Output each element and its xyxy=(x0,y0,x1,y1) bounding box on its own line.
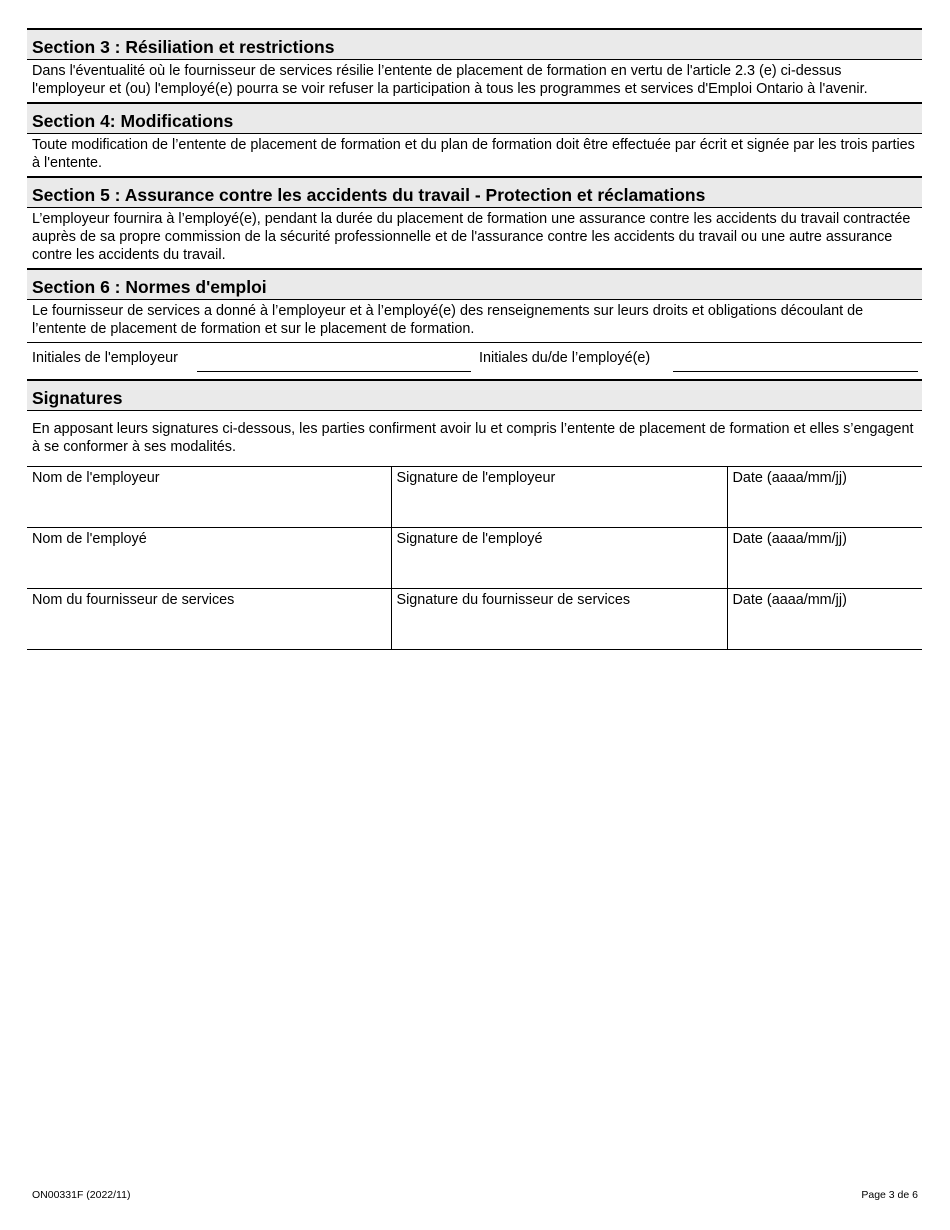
employee-signature-label: Signature de l'employé xyxy=(396,531,543,548)
employee-name-label: Nom de l'employé xyxy=(32,531,147,548)
employer-signature-field[interactable] xyxy=(391,467,727,528)
employee-initials-field[interactable] xyxy=(673,371,918,372)
employer-signature-label: Signature de l'employeur xyxy=(396,470,556,487)
employer-date-field[interactable] xyxy=(727,467,922,528)
section-4-body: Toute modification de l’entente de placement de formation et du plan de formation doit être effectuée par écrit et signée par les trois parties à l'entente. xyxy=(32,136,915,172)
provider-date-label: Date (aaaa/mm/jj) xyxy=(732,592,847,609)
employee-name-field[interactable] xyxy=(27,528,391,589)
section-6-heading: Section 6 : Normes d'emploi xyxy=(27,268,922,300)
page-number: Page 3 de 6 xyxy=(861,1189,918,1201)
signature-row-employer xyxy=(27,467,922,528)
section-4-heading: Section 4: Modifications xyxy=(27,102,922,134)
provider-signature-field[interactable] xyxy=(391,589,727,650)
signatures-intro: En apposant leurs signatures ci-dessous, les parties confirment avoir lu et compris l’entente de placement de formation et elles s’engagent à se conformer à ses modalités. xyxy=(32,420,914,456)
section-3-body: Dans l'éventualité où le fournisseur de services résilie l’entente de placement de formation en vertu de l'article 2.3 (e) ci-dessus l'employeur et (ou) l'employé(e) pourra se voir refuser la participation à tous les programmes et services d'Emploi Ontario à l'avenir. xyxy=(32,63,868,98)
employer-name-label: Nom de l'employeur xyxy=(32,470,160,487)
provider-name-label: Nom du fournisseur de services xyxy=(32,592,235,609)
provider-name-field[interactable] xyxy=(27,589,391,650)
section-5 xyxy=(27,176,922,268)
form-page xyxy=(27,28,922,650)
section-6-body: Le fournisseur de services a donné à l’employeur et à l’employé(e) des renseignements sur leurs droits et obligations découlant de l’entente de placement de formation et sur le placement de formation. xyxy=(32,302,864,338)
signature-row-provider xyxy=(27,589,922,650)
section-3 xyxy=(27,28,922,102)
section-6 xyxy=(27,268,922,342)
employee-date-field[interactable] xyxy=(727,528,922,589)
section-4 xyxy=(27,102,922,176)
signatures-section xyxy=(27,379,922,651)
section-3-heading: Section 3 : Résiliation et restrictions xyxy=(27,28,922,60)
employee-initials-label: Initiales du/de l’employé(e) xyxy=(479,349,651,366)
signatures-table xyxy=(27,466,922,650)
section-5-body: L’employeur fournira à l’employé(e), pendant la durée du placement de formation une assurance contre les accidents du travail contractée auprès de sa propre commission de la sécurité professionnelle et de l'assurance contre les accidents du travail ou une autre assurance contre les accidents du travail. xyxy=(32,210,911,264)
employer-initials-field[interactable] xyxy=(197,371,471,372)
employer-date-label: Date (aaaa/mm/jj) xyxy=(732,470,847,487)
employer-initials-label: Initiales de l'employeur xyxy=(32,349,178,366)
provider-date-field[interactable] xyxy=(727,589,922,650)
provider-signature-label: Signature du fournisseur de services xyxy=(396,592,631,609)
signature-row-employee xyxy=(27,528,922,589)
section-5-heading: Section 5 : Assurance contre les accidents du travail - Protection et réclamations xyxy=(27,176,922,208)
employee-signature-field[interactable] xyxy=(391,528,727,589)
initials-row xyxy=(27,342,922,379)
employee-date-label: Date (aaaa/mm/jj) xyxy=(732,531,847,548)
form-number: ON00331F (2022/11) xyxy=(32,1189,131,1201)
signatures-heading: Signatures xyxy=(27,379,922,411)
employer-name-field[interactable] xyxy=(27,467,391,528)
